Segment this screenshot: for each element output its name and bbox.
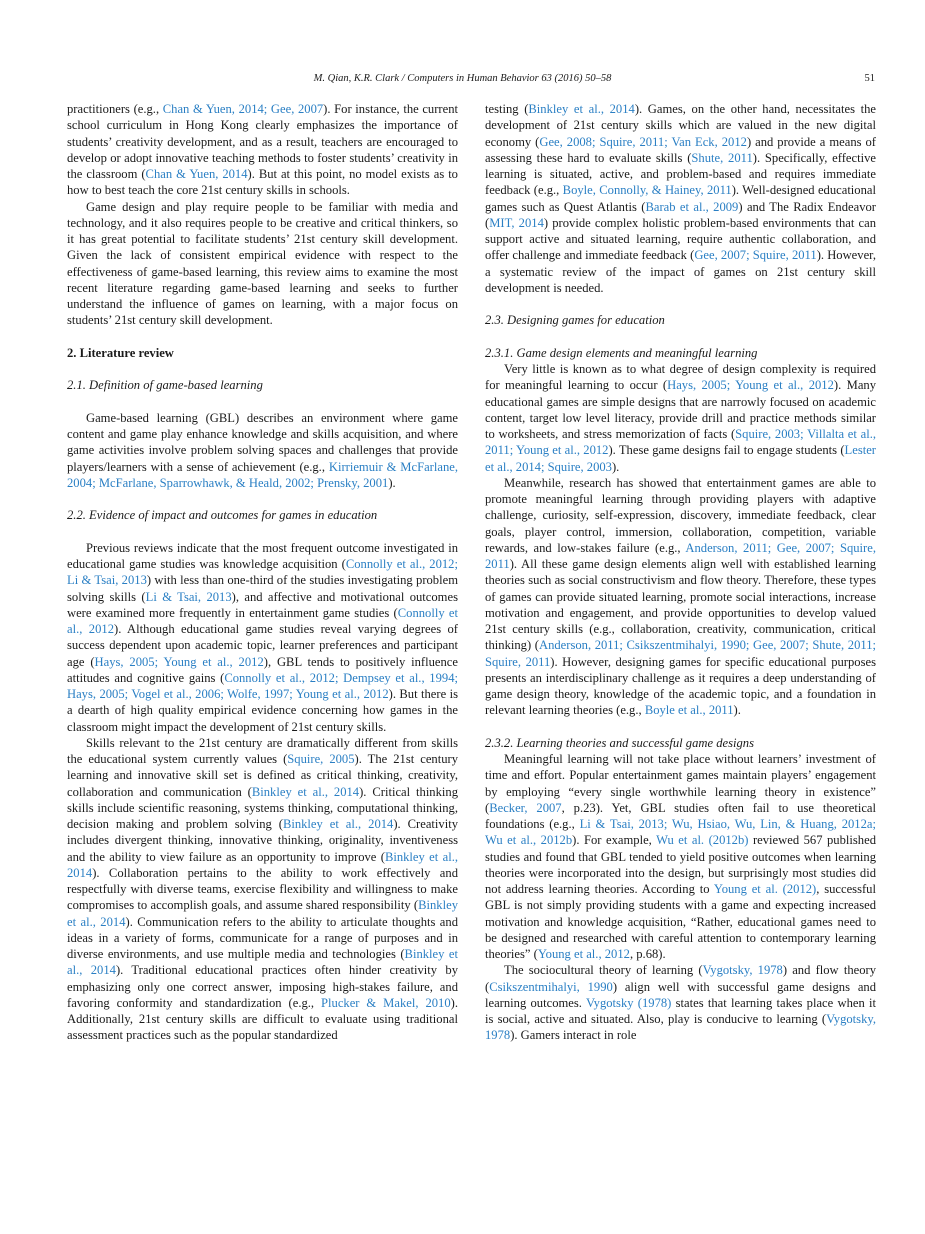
page-number: 51 <box>864 73 875 84</box>
paragraph: Very little is known as to what degree of design complexity is required for meaningful learning to occur (Hays, 2005; Young et al., 2012). Many educational games are simple designs that are narrowly focused on academic content, target low level literacy, provide drill and practice methods similar to worksheets, and stress memorization of facts (Squire, 2003; Villalta et al., 2011; Young et al., 2012). These game designs fail to engage students (Lester et al., 2014; Squire, 2003). <box>485 362 876 474</box>
citation-link[interactable]: Connolly et al., 2012; Dempsey et al., 1994; Hays, 2005; Vogel et al., 2006; Wolfe, 1997; Young et al., 2012 <box>67 670 458 701</box>
citation-link[interactable]: Hays, 2005; Young et al., 2012 <box>667 378 834 393</box>
citation-link[interactable]: Squire, 2005 <box>287 752 355 766</box>
citation-link[interactable]: Wu et al. (2012b) <box>656 833 749 848</box>
subsubsection-heading-2-3-1: 2.3.1. Game design elements and meaningful learning <box>485 345 758 360</box>
citation-link[interactable]: Binkley et al., 2014 <box>528 102 635 116</box>
citation-link[interactable]: Young et al. (2012) <box>713 882 817 896</box>
citation-link[interactable]: Binkley et al., 2014 <box>251 784 360 799</box>
citation-link[interactable]: Lester et al., 2014; Squire, 2003 <box>485 443 876 474</box>
citation-link[interactable]: Shute, 2011 <box>691 150 753 165</box>
citation-link[interactable]: Young et al., 2012 <box>537 947 630 961</box>
citation-link[interactable]: Vygotsky, 1978 <box>485 1012 876 1043</box>
citation-link[interactable]: Li & Tsai, 2013; Wu, Hsiao, Wu, Lin, & Huang, 2012a; Wu et al., 2012b <box>485 817 876 848</box>
subsection-heading-2-1: 2.1. Definition of game-based learning <box>67 378 263 393</box>
running-header <box>0 73 925 89</box>
subsubsection-heading-2-3-2: 2.3.2. Learning theories and successful game designs <box>485 735 754 750</box>
subsection-heading-2-2: 2.2. Evidence of impact and outcomes for games in education <box>67 508 378 523</box>
citation-link[interactable]: Vygotsky, 1978 <box>702 963 783 978</box>
citation-link[interactable]: Binkley et al., 2014 <box>67 898 458 929</box>
paragraph: testing (Binkley et al., 2014). Games, on the other hand, necessitates the development of 21st century skills which are valued in the new digital economy (Gee, 2008; Squire, 2011; Van Eck, 2012) and provide a means of assessing these hard to evaluate skills (Shute, 2011). Specifically, effective learning is situated, active, and problem-based and requires immediate feedback (e.g., Boyle, Connolly, & Hainey, 2011). Well-designed educational games such as Quest Atlantis (Barab et al., 2009) and The Radix Endeavor (MIT, 2014) provide complex holistic problem-based environments that can support active and situated learning, require authentic collaboration, and offer challenge and immediate feedback (Gee, 2007; Squire, 2011). However, a systematic review of the impact of games on 21st century skill development is needed. <box>485 102 876 295</box>
subsection-heading-2-3: 2.3. Designing games for education <box>485 313 665 328</box>
citation-link[interactable]: Connolly et al., 2012; Li & Tsai, 2013 <box>67 557 458 588</box>
running-title: M. Qian, K.R. Clark / Computers in Human Behavior 63 (2016) 50–58 <box>313 73 612 84</box>
citation-link[interactable]: Binkley et al., 2014 <box>67 947 458 978</box>
paragraph: practitioners (e.g., Chan & Yuen, 2014; Gee, 2007). For instance, the current school curriculum in Hong Kong clearly emphasizes the importance of students’ creativity development, and as a result, teachers are encouraged to develop or adopt innovative teaching methods to foster students’ creativity in the classroom (Chan & Yuen, 2014). But at this point, no model exists as to how to best teach the core 21st century skills in schools. <box>67 102 459 198</box>
citation-link[interactable]: Squire, 2003; Villalta et al., 2011; Young et al., 2012 <box>485 427 876 458</box>
citation-link[interactable]: Barab et al., 2009 <box>645 199 739 214</box>
citation-link[interactable]: Binkley et al., 2014 <box>67 849 459 880</box>
citation-link[interactable]: Csikszentmihalyi, 1990 <box>489 979 613 994</box>
citation-link[interactable]: Anderson, 2011; Gee, 2007; Squire, 2011 <box>485 540 876 571</box>
citation-link[interactable]: MIT, 2014 <box>489 215 544 230</box>
section-heading-literature-review: 2. Literature review <box>67 345 174 360</box>
citation-link[interactable]: Boyle, Connolly, & Hainey, 2011 <box>562 183 732 198</box>
paragraph: The sociocultural theory of learning (Vygotsky, 1978) and flow theory (Csikszentmihalyi, 1990) align well with successful game designs and learning outcomes. Vygotsky (1978) states that learning takes place when it is social, active and situated. Also, play is conducive to learning (Vygotsky, 1978). Gamers interact in role <box>485 963 877 1043</box>
paragraph: Game design and play require people to be familiar with media and technology, and it also requires people to be creative and critical thinkers, so it has great potential to facilitate students’ 21st century skill development. Given the lack of consistent empirical evidence with respect to the effectiveness of game-based learning, this review aims to examine the most recent literature regarding game-based learning and seeks to further understand the influence of games on learning, with a major focus on students’ 21st century skill development. <box>67 199 458 328</box>
citation-link[interactable]: Plucker & Makel, 2010 <box>321 995 451 1010</box>
citation-link[interactable]: Kirriemuir & McFarlane, 2004; McFarlane, Sparrowhawk, & Heald, 2002; Prensky, 2001 <box>67 459 458 490</box>
citation-link[interactable]: Boyle et al., 2011 <box>644 703 734 718</box>
paragraph: Skills relevant to the 21st century are dramatically different from skills the educational system currently values (Squire, 2005). The 21st century learning and innovative skill set is defined as critical thinking, creativity, collaboration and communication (Binkley et al., 2014). Critical thinking skills include scientific reasoning, systems thinking, computational thinking, decision making and problem solving (Binkley et al., 2014). Creativity includes divergent thinking, innovative thinking, originality, inventiveness and the ability to view failure as an opportunity to improve (Binkley et al., 2014). Collaboration pertains to the ability to work effectively and respectfully with diverse teams, exercise flexibility and willingness to make compromises to accomplish goals, and assume shared responsibility (Binkley et al., 2014). Communication refers to the ability to articulate thoughts and ideas in a variety of forms, communicate for a range of purposes and in diverse environments, and use multiple media and technologies (Binkley et al., 2014). Traditional educational practices often hinder creativity by emphasizing only one correct answer, imposing high-stakes failure, and favoring conformity and standardization (e.g., Plucker & Makel, 2010). Additionally, 21st century skills are difficult to evaluate using traditional assessment practices such as the popular standardized <box>67 735 459 1043</box>
paragraph: Meanwhile, research has showed that entertainment games are able to promote meaningful learning through providing players with adaptive challenge, curiosity, self-expression, discovery, immediate feedback, clear goals, player control, immersion, collaboration, competition, variable rewards, and low-stakes failure (e.g., Anderson, 2011; Gee, 2007; Squire, 2011). All these game design elements align well with established learning theories such as social constructivism and flow theory. Therefore, these types of games can provide situated learning, promote social interactions, increase motivation and engagement, and provide opportunities to develop valued 21st century skills (e.g., collaboration, creativity, communication, critical thinking) (Anderson, 2011; Csikszentmihalyi, 1990; Gee, 2007; Shute, 2011; Squire, 2011). However, designing games for specific educational purposes presents an interdisciplinary challenge as it requires a deep understanding of game design theory, knowledge of the academic topic, and a foundation in relevant learning theories (e.g., Boyle et al., 2011). <box>485 475 876 718</box>
paragraph: Meaningful learning will not take place without learners’ investment of time and effort. Popular entertainment games maintain players’ engagement by employing “every single worthwhile learning theory in existence” (Becker, 2007, p.23). Yet, GBL studies often fail to use theoretical foundations (e.g., Li & Tsai, 2013; Wu, Hsiao, Wu, Lin, & Huang, 2012a; Wu et al., 2012b). For example, Wu et al. (2012b) reviewed 567 published studies and found that GBL tended to yield positive outcomes when learning theories were incorporated into the design, but surprisingly most studies did not address learning theories. According to Young et al. (2012), successful GBL is not simply providing students with a game and expecting increased motivation and knowledge acquisition, “Rather, educational games need to be designed and researched with careful attention to contemporary learning theories” (Young et al., 2012, p.68). <box>485 752 876 961</box>
right-column <box>485 101 876 1044</box>
citation-link[interactable]: Gee, 2007; Squire, 2011 <box>694 248 817 263</box>
paragraph: Previous reviews indicate that the most frequent outcome investigated in educational game studies was knowledge acquisition (Connolly et al., 2012; Li & Tsai, 2013) with less than one-third of the studies investigating problem solving skills (Li & Tsai, 2013), and affective and motivational outcomes were examined more frequently in entertainment game studies (Connolly et al., 2012). Although educational game studies reveal varying degrees of success dependent upon academic topic, learner preferences and participant age (Hays, 2005; Young et al., 2012), GBL tends to positively influence attitudes and cognitive gains (Connolly et al., 2012; Dempsey et al., 1994; Hays, 2005; Vogel et al., 2006; Wolfe, 1997; Young et al., 2012). But there is a dearth of high quality empirical evidence concerning how games in the classroom might impact the development of 21st century skills. <box>67 540 458 734</box>
citation-link[interactable]: Anderson, 2011; Csikszentmihalyi, 1990; Gee, 2007; Shute, 2011; Squire, 2011 <box>485 638 876 669</box>
citation-link[interactable]: Connolly et al., 2012 <box>67 605 458 636</box>
citation-link[interactable]: Becker, 2007 <box>489 800 562 815</box>
citation-link[interactable]: Binkley et al., 2014 <box>282 817 394 831</box>
left-column <box>67 101 458 1044</box>
citation-link[interactable]: Chan & Yuen, 2014 <box>145 167 248 181</box>
citation-link[interactable]: Li & Tsai, 2013 <box>145 589 232 604</box>
citation-link[interactable]: Chan & Yuen, 2014; Gee, 2007 <box>162 102 324 116</box>
citation-link[interactable]: Hays, 2005; Young et al., 2012 <box>94 654 264 669</box>
paragraph: Game-based learning (GBL) describes an environment where game content and game play enhance knowledge and skills acquisition, and where game activities involve problem solving spaces and challenges that provide players/learners with a sense of achievement (e.g., Kirriemuir & McFarlane, 2004; McFarlane, Sparrowhawk, & Heald, 2002; Prensky, 2001). <box>67 410 458 490</box>
citation-link[interactable]: Vygotsky (1978) <box>585 995 672 1010</box>
citation-link[interactable]: Gee, 2008; Squire, 2011; Van Eck, 2012 <box>539 134 747 149</box>
